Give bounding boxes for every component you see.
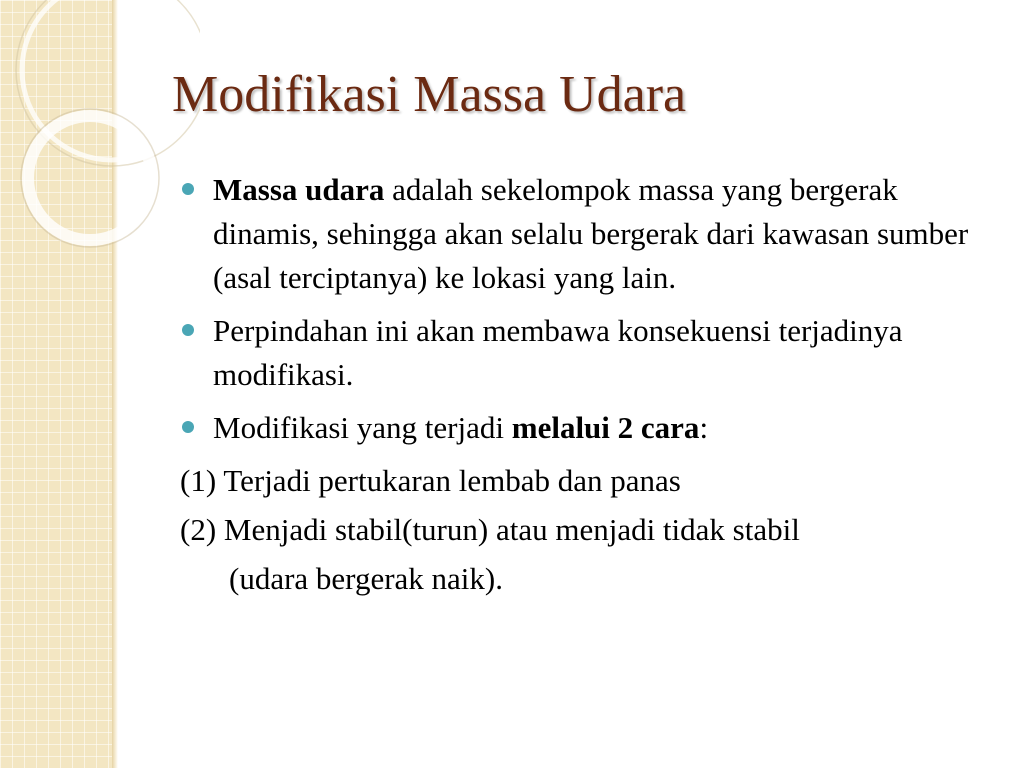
bullet-dot-icon: [182, 324, 194, 336]
bullet-suffix-text: :: [699, 410, 709, 445]
numbered-line-1: (1) Terjadi pertukaran lembab dan panas: [180, 463, 681, 498]
bullet-bold-text: melalui 2 cara: [511, 410, 700, 445]
numbered-line-2: (2) Menjadi stabil(turun) atau menjadi tidak stabil: [180, 512, 800, 547]
slide-title: Modifikasi Massa Udara: [172, 66, 687, 123]
continuation-line: (udara bergerak naik).: [229, 561, 503, 596]
bullet-dot-icon: [182, 183, 194, 195]
bullet-text: Perpindahan ini akan membawa konsekuensi terjadinya modifikasi.: [213, 313, 903, 392]
bullet-prefix-text: Modifikasi yang terjadi: [213, 410, 512, 445]
bullet-text: adalah sekelompok massa yang bergerak dinamis, sehingga akan selalu bergerak dari kawasan sumber (asal terciptanya) ke lokasi yang lain.: [213, 172, 969, 295]
bullet-item: [180, 309, 1000, 397]
decorative-rings-icon: [0, 0, 200, 260]
bullet-bold-text: Massa udara: [213, 172, 385, 207]
bullet-item: [180, 406, 1000, 450]
bullet-item: [180, 168, 1000, 300]
bullet-dot-icon: [182, 421, 194, 433]
slide-body: [180, 168, 1000, 606]
